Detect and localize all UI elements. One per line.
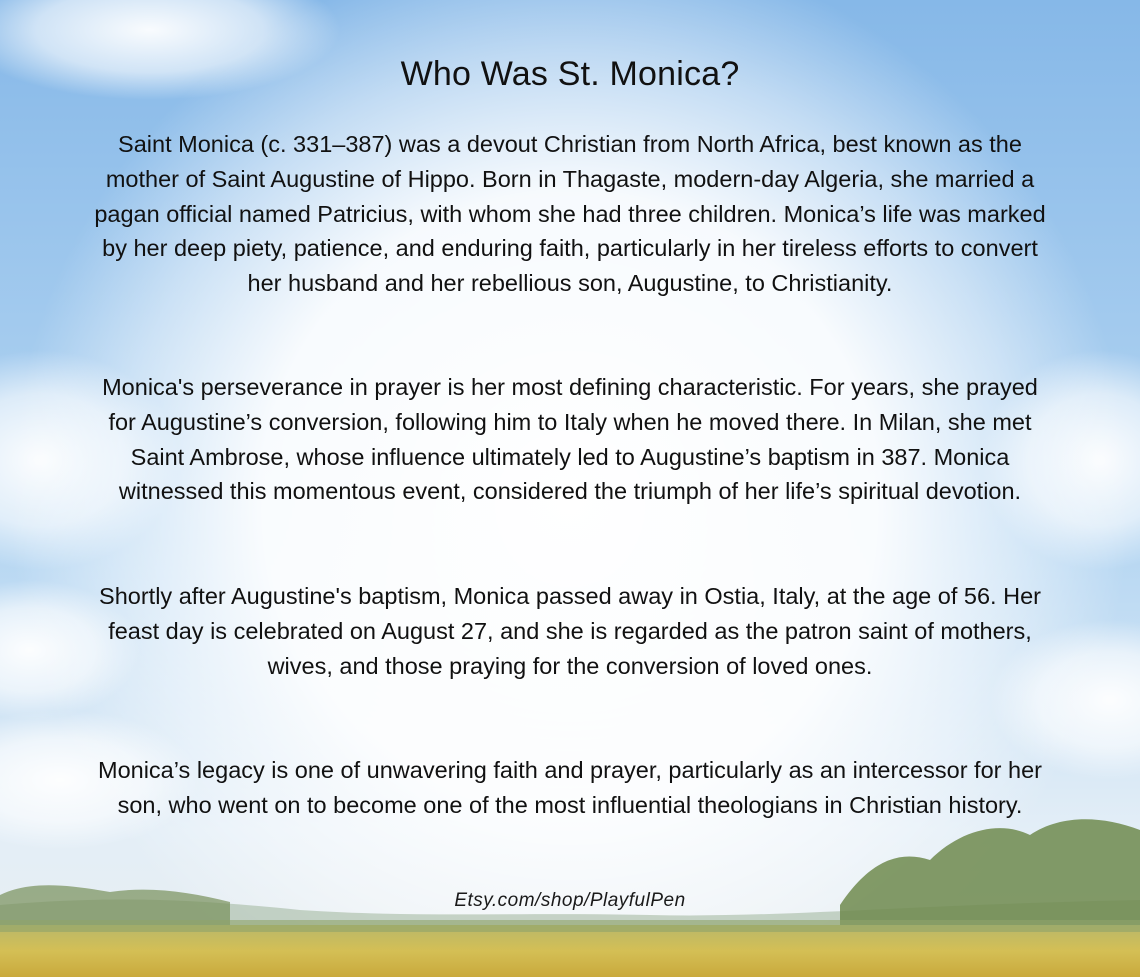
shop-credit: Etsy.com/shop/PlayfulPen <box>454 890 686 911</box>
paragraph-perseverance: Monica's perseverance in prayer is her most defining characteristic. For years, she prayed for Augustine’s conversion, following him to Italy when he moved there. In Milan, she met Saint Ambrose, whose influence ultimately led to Augustine’s baptism in 387. Monica witnessed this momentous event, considered the triumph of her life’s spiritual devotion. <box>102 374 1038 505</box>
page-title: Who Was St. Monica? <box>400 55 740 93</box>
paragraph-death-feast: Shortly after Augustine's baptism, Monica passed away in Ostia, Italy, at the age of 56. Her feast day is celebrated on August 27, and she is regarded as the patron saint of mothers, wives, and those praying for the conversion of loved ones. <box>99 583 1041 679</box>
paragraph-legacy: Monica’s legacy is one of unwavering faith and prayer, particularly as an intercessor for her son, who went on to become one of the most influential theologians in Christian history. <box>98 757 1042 818</box>
paragraph-biography: Saint Monica (c. 331–387) was a devout Christian from North Africa, best known as the mother of Saint Augustine of Hippo. Born in Thagaste, modern-day Algeria, she married a pagan official named Patricius, with whom she had three children. Monica’s life was marked by her deep piety, patience, and enduring faith, particularly in her tireless efforts to convert her husband and her rebellious son, Augustine, to Christianity. <box>94 131 1046 297</box>
